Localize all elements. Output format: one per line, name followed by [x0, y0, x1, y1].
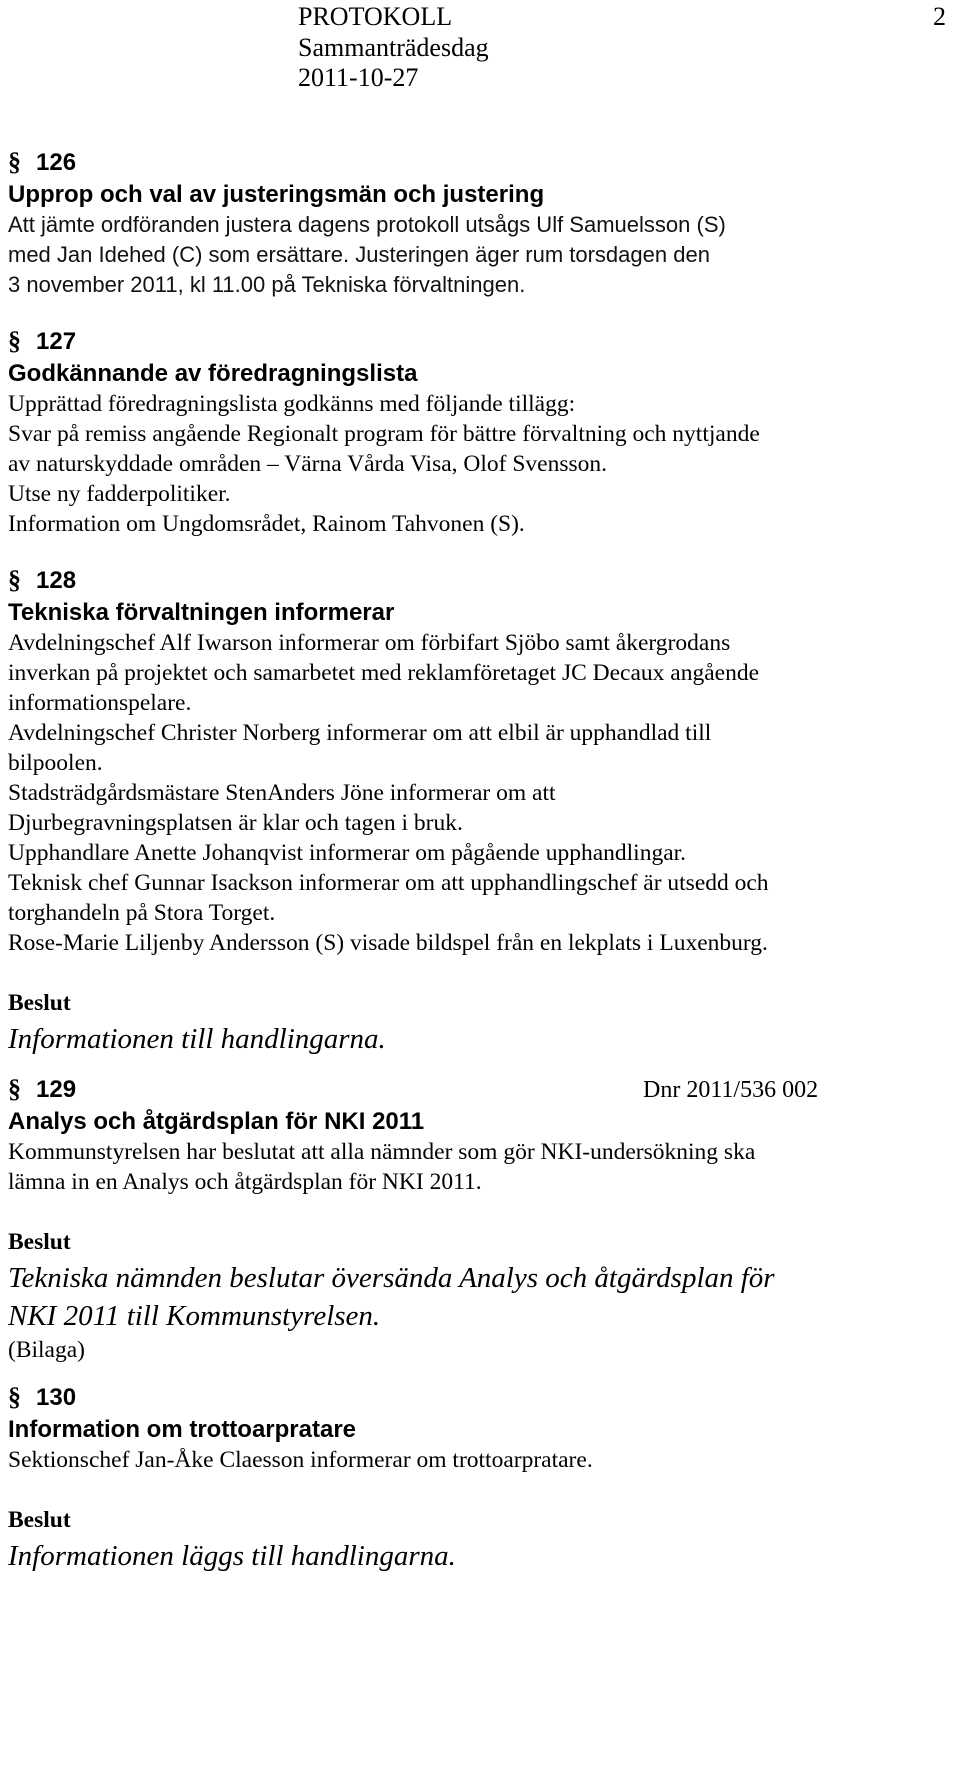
- section-127-text-line: Utse ny fadderpolitiker.: [8, 481, 231, 507]
- document-title: PROTOKOLL: [298, 2, 453, 31]
- section-127-text-line: Upprättad föredragningslista godkänns med följande tillägg:: [8, 391, 576, 417]
- section-128-beslut-label: Beslut: [8, 990, 71, 1016]
- section-130-decision: Informationen läggs till handlingarna.: [8, 1540, 456, 1572]
- section-130-beslut-label: Beslut: [8, 1507, 71, 1533]
- section-129-text-line: lämna in en Analys och åtgärdsplan för NKI 2011.: [8, 1169, 482, 1195]
- section-127-text-line: Information om Ungdomsrådet, Rainom Tahvonen (S).: [8, 511, 525, 537]
- section-130-title: Information om trottoarpratare: [8, 1416, 357, 1443]
- section-128-text-line: Djurbegravningsplatsen är klar och tagen i bruk.: [8, 810, 463, 836]
- section-symbol: §: [8, 565, 21, 594]
- meeting-date: 2011-10-27: [298, 63, 419, 92]
- section-126-title: Upprop och val av justeringsmän och justering: [8, 181, 545, 208]
- section-130: [8, 1383, 593, 1575]
- section-126-text-line: med Jan Idehed (C) som ersättare. Justeringen äger rum torsdagen den: [8, 242, 710, 267]
- section-symbol: §: [8, 1382, 21, 1411]
- section-129-title: Analys och åtgärdsplan för NKI 2011: [8, 1108, 425, 1135]
- section-129-attachment: (Bilaga): [8, 1337, 85, 1363]
- section-128-text-line: torghandeln på Stora Torget.: [8, 900, 276, 926]
- section-128-text-line: Upphandlare Anette Johanqvist informerar om pågående upphandlingar.: [8, 840, 687, 866]
- section-127: [8, 327, 760, 539]
- section-128-text-line: Teknisk chef Gunnar Isackson informerar om att upphandlingschef är utsedd och: [8, 870, 769, 896]
- section-128-text-line: inverkan på projektet och samarbetet med reklamföretaget JC Decaux angående: [8, 660, 760, 686]
- section-128-text-line: Stadsträdgårdsmästare StenAnders Jöne informerar om att: [8, 780, 556, 806]
- section-129-decision-line: Tekniska nämnden beslutar översända Analys och åtgärdsplan för: [8, 1262, 775, 1294]
- section-128-decision: Informationen till handlingarna.: [8, 1023, 386, 1055]
- meeting-type: Sammanträdesdag: [298, 33, 489, 62]
- section-symbol: §: [8, 1074, 21, 1103]
- section-127-text-line: av naturskyddade områden – Värna Vårda Visa, Olof Svensson.: [8, 451, 608, 477]
- section-127-number: § 127: [8, 326, 77, 355]
- section-128-text-line: Avdelningschef Christer Norberg informerar om att elbil är upphandlad till: [8, 720, 712, 746]
- section-128-text-line: informationspelare.: [8, 690, 192, 716]
- section-126-text-line: Att jämte ordföranden justera dagens protokoll utsågs Ulf Samuelsson (S): [8, 212, 726, 237]
- section-129: [8, 1075, 775, 1365]
- section-symbol: §: [8, 147, 21, 176]
- section-128-text-line: Rose-Marie Liljenby Andersson (S) visade bildspel från en lekplats i Luxenburg.: [8, 930, 768, 956]
- section-126: [8, 148, 726, 300]
- section-128: [8, 566, 769, 1058]
- section-129-number: § 129: [8, 1074, 77, 1103]
- section-130-text-line: Sektionschef Jan-Åke Claesson informerar om trottoarpratare.: [8, 1447, 593, 1473]
- section-129-dnr: Dnr 2011/536 002: [643, 1077, 819, 1103]
- section-126-text-line: 3 november 2011, kl 11.00 på Tekniska förvaltningen.: [8, 272, 526, 297]
- section-128-title: Tekniska förvaltningen informerar: [8, 599, 395, 626]
- section-127-text-line: Svar på remiss angående Regionalt program för bättre förvaltning och nyttjande: [8, 421, 760, 447]
- page-number: 2: [933, 2, 946, 31]
- section-129-beslut-label: Beslut: [8, 1229, 71, 1255]
- section-128-number: § 128: [8, 565, 77, 594]
- section-126-number: § 126: [8, 147, 77, 176]
- section-130-number: § 130: [8, 1382, 77, 1411]
- section-128-text-line: bilpoolen.: [8, 750, 103, 776]
- section-129-text-line: Kommunstyrelsen har beslutat att alla nämnder som gör NKI-undersökning ska: [8, 1139, 756, 1165]
- section-128-text-line: Avdelningschef Alf Iwarson informerar om förbifart Sjöbo samt åkergrodans: [8, 630, 731, 656]
- section-127-title: Godkännande av föredragningslista: [8, 360, 418, 387]
- section-129-decision-line: NKI 2011 till Kommunstyrelsen.: [8, 1300, 381, 1332]
- section-symbol: §: [8, 326, 21, 355]
